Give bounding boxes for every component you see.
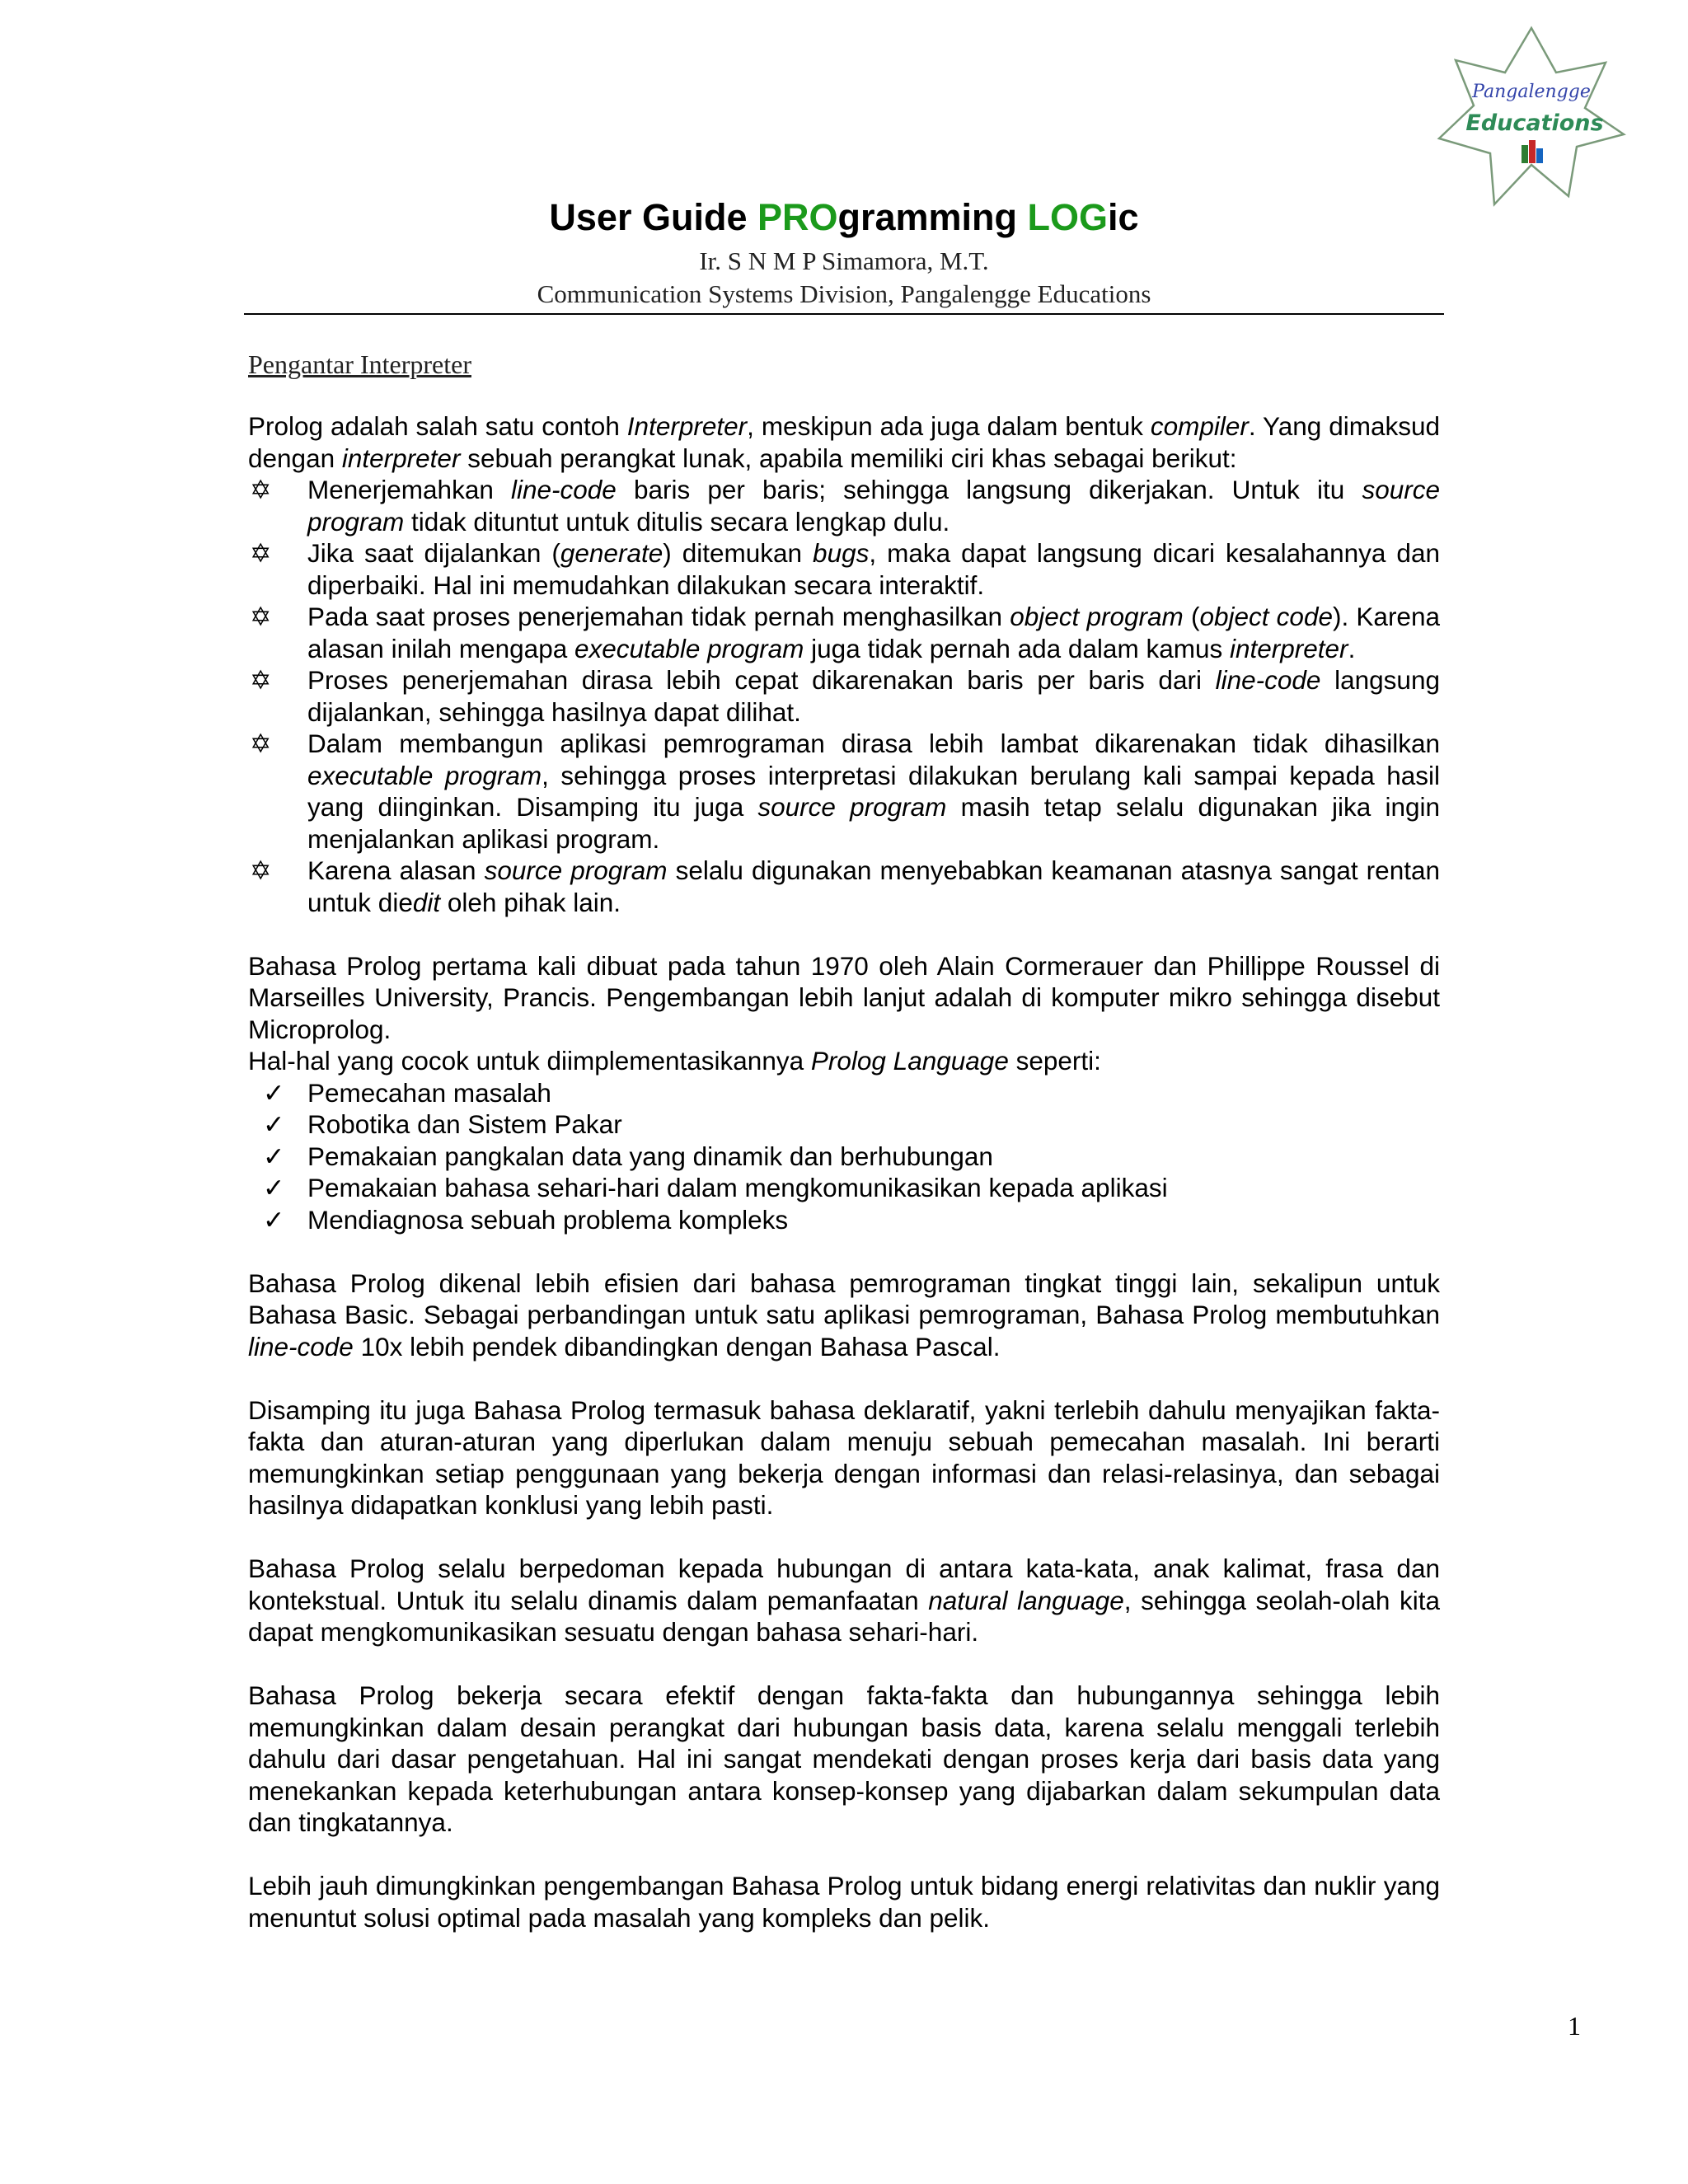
implementations-checklist — [248, 1077, 1440, 1236]
affiliation: Communication Systems Division, Pangalengge Educations — [537, 279, 1151, 308]
list-item: ✡ Menerjemahkan line-code baris per baris; sehingga langsung dikerjakan. Untuk itu source program tidak dituntut untuk ditulis secara lengkap dulu. — [250, 475, 1440, 537]
list-item: ✓ Pemakaian bahasa sehari-hari dalam mengkomunikasikan kepada aplikasi — [263, 1173, 1168, 1202]
interpreter-characteristics-list — [248, 474, 1440, 918]
history-paragraph: Bahasa Prolog pertama kali dibuat pada tahun 1970 oleh Alain Cormerauer dan Phillippe Roussel di Marseilles University, Prancis. Pengembangan lebih lanjut adalah di komputer mikro sehingga disebut Microprolog. — [248, 950, 1440, 1044]
list-item: ✡ Jika saat dijalankan (generate) ditemukan bugs, maka dapat langsung dicari kesalahannya dan diperbaiki. Hal ini memudahkan dilakukan secara interaktif. — [250, 538, 1440, 600]
list-item: ✓ Pemakaian pangkalan data yang dinamik dan berhubungan — [263, 1141, 993, 1171]
list-item: ✡ Dalam membangun aplikasi pemrograman dirasa lebih lambat dikarenakan tidak dihasilkan executable program, sehingga proses interpretasi dilakukan berulang kali sampai kepada hasil yang diinginkan. Disamping itu juga source program masih tetap selalu digunakan jika ingin menjalankan aplikasi program. — [250, 729, 1440, 854]
efficiency-paragraph: Bahasa Prolog dikenal lebih efisien dari bahasa pemrograman tingkat tinggi lain, sekalipun untuk Bahasa Basic. Sebagai perbandingan untuk satu aplikasi pemrograman, Bahasa Prolog membutuhkan line-code 10x lebih pendek dibandingkan dengan Bahasa Pascal. — [248, 1268, 1440, 1361]
list-item: ✓ Mendiagnosa sebuah problema kompleks — [263, 1204, 789, 1235]
logo-line-2: Educations — [1465, 110, 1604, 136]
author: Ir. S N M P Simamora, M.T. — [699, 246, 989, 275]
star-bullet-icon: ✡ — [250, 665, 272, 695]
logo-line-1: Pangalengge — [1472, 82, 1591, 102]
list-item: ✡ Karena alasan source program selalu digunakan menyebabkan keamanan atasnya sangat rentan untuk diedit oleh pihak lain. — [250, 855, 1441, 917]
energy-paragraph: Lebih jauh dimungkinkan pengembangan Bahasa Prolog untuk bidang energi relativitas dan nuklir yang menuntut solusi optimal pada masalah yang kompleks dan pelik. — [248, 1871, 1440, 1933]
star-bullet-icon: ✡ — [250, 538, 272, 568]
star-bullet-icon: ✡ — [250, 729, 272, 758]
intro-paragraph: Prolog adalah salah satu contoh Interpreter, meskipun ada juga dalam bentuk compiler. Yang dimaksud dengan interpreter sebuah perangkat lunak, apabila memiliki ciri khas sebagai berikut: — [248, 411, 1441, 473]
pangalengge-educations-logo — [1432, 23, 1630, 213]
natural-language-paragraph: Bahasa Prolog selalu berpedoman kepada hubungan di antara kata-kata, anak kalimat, frasa dan kontekstual. Untuk itu selalu dinamis dalam pemanfaatan natural language, sehingga seolah-olah kita dapat mengkomunikasikan sesuatu dengan bahasa sehari-hari. — [248, 1554, 1440, 1647]
checkmark-icon: ✓ — [263, 1204, 285, 1235]
checkmark-icon: ✓ — [263, 1077, 285, 1108]
checkmark-icon: ✓ — [263, 1141, 285, 1171]
list-item: ✡ Proses penerjemahan dirasa lebih cepat dikarenakan baris per baris dari line-code langsung dijalankan, sehingga hasilnya dapat dilihat. — [250, 665, 1440, 727]
section-title: Pengantar Interpreter — [248, 349, 471, 379]
list-item: ✓ Pemecahan masalah — [263, 1077, 551, 1108]
declarative-paragraph: Disamping itu juga Bahasa Prolog termasuk bahasa deklaratif, yakni terlebih dahulu menyajikan fakta-fakta dan aturan-aturan yang diperlukan dalam menuju sebuah pemecahan masalah. Ini berarti memungkinkan setiap penggunaan yang bekerja dengan informasi dan relasi-relasinya, dan sebagai hasilnya didapatkan konklusi yang lebih pasti. — [248, 1394, 1440, 1520]
list-item: ✡ Pada saat proses penerjemahan tidak pernah menghasilkan object program (object code). Karena alasan inilah mengapa executable program juga tidak pernah ada dalam kamus interpreter. — [250, 602, 1440, 663]
star-bullet-icon: ✡ — [250, 475, 272, 504]
header-divider — [244, 313, 1444, 315]
checkmark-icon: ✓ — [263, 1109, 285, 1139]
star-bullet-icon: ✡ — [250, 855, 272, 885]
implementations-intro: Hal-hal yang cocok untuk diimplementasikannya Prolog Language seperti: — [248, 1046, 1101, 1076]
page-number: 1 — [1568, 2011, 1581, 2041]
list-item: ✓ Robotika dan Sistem Pakar — [263, 1109, 622, 1139]
checkmark-icon: ✓ — [263, 1173, 285, 1202]
page-title: User Guide PROgramming LOGic — [549, 196, 1139, 238]
database-paragraph: Bahasa Prolog bekerja secara efektif dengan fakta-fakta dan hubungannya sehingga lebih memungkinkan dalam desain perangkat dari hubungan basis data, karena selalu menggali terlebih dahulu dari dasar pengetahuan. Hal ini sangat mendekati dengan proses kerja dari basis data yang menekankan kepada keterhubungan antara konsep-konsep yang dijabarkan dalam sekumpulan data dan tingkatannya. — [248, 1680, 1440, 1837]
document-body — [248, 410, 1440, 1966]
star-bullet-icon: ✡ — [250, 602, 272, 631]
